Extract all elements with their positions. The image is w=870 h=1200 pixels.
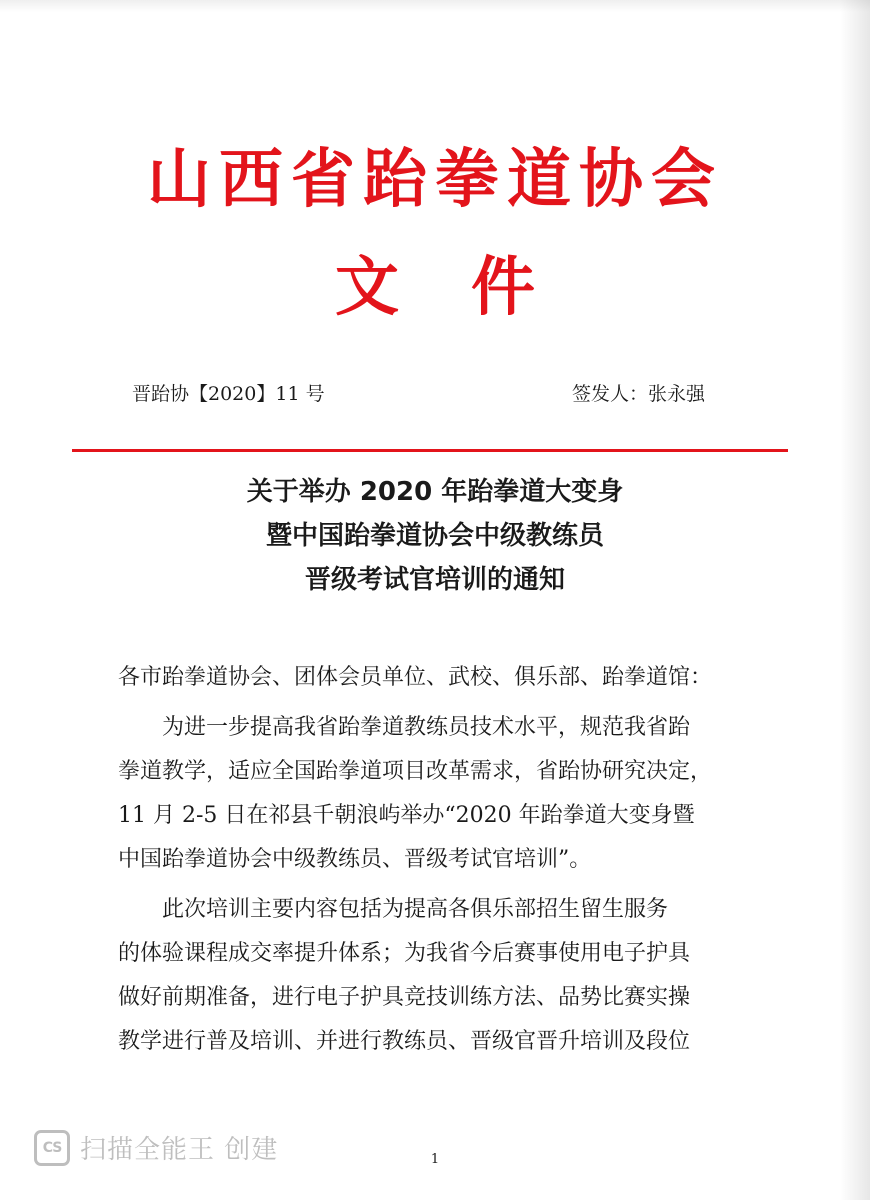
- page-number: 1: [430, 1152, 440, 1167]
- camscanner-logo-icon: CS: [34, 1130, 70, 1166]
- masthead-document-label: 文件: [335, 250, 607, 325]
- paragraph-1-line-2: 拳道教学，适应全国跆拳道项目改革需求，省跆协研究决定，: [118, 759, 713, 784]
- title-line-2: 暨中国跆拳道协会中级教练员: [265, 521, 604, 551]
- paragraph-1-line-4: 中国跆拳道协会中级教练员、晋级考试官培训”。: [118, 847, 592, 872]
- paragraph-1-line-1: 为进一步提高我省跆拳道教练员技术水平，规范我省跆: [162, 715, 691, 740]
- paragraph-2: [118, 888, 738, 1064]
- paragraph-2-line-1: 此次培训主要内容包括为提高各俱乐部招生留生服务: [162, 897, 669, 922]
- document-title: [0, 470, 870, 602]
- addressee: 各市跆拳道协会、团体会员单位、武校、俱乐部、跆拳道馆：: [118, 665, 713, 690]
- signer: 签发人：张永强: [572, 383, 706, 405]
- paragraph-2-line-4: 教学进行普及培训、并进行教练员、晋级官晋升培训及段位: [118, 1029, 691, 1054]
- paragraph-2-line-2: 的体验课程成交率提升体系；为我省今后赛事使用电子护具: [118, 941, 691, 966]
- document-body: [118, 656, 738, 1064]
- scan-top-shade: [0, 0, 870, 12]
- paragraph-1-line-3: 11 月 2-5 日在祁县千朝浪屿举办“2020 年跆拳道大变身暨: [118, 803, 695, 828]
- watermark-text: 扫描全能王 创建: [80, 1135, 279, 1165]
- title-line-3: 晋级考试官培训的通知: [304, 565, 565, 595]
- title-line-1: 关于举办 2020 年跆拳道大变身: [246, 477, 624, 507]
- masthead-org-name: 山西省跆拳道协会: [147, 142, 723, 217]
- document-number: 晋跆协【2020】11 号: [132, 383, 325, 405]
- paragraph-1: [118, 706, 738, 882]
- paragraph-2-line-3: 做好前期准备，进行电子护具竞技训练方法、品势比赛实操: [118, 985, 691, 1010]
- red-divider-line: [72, 449, 788, 452]
